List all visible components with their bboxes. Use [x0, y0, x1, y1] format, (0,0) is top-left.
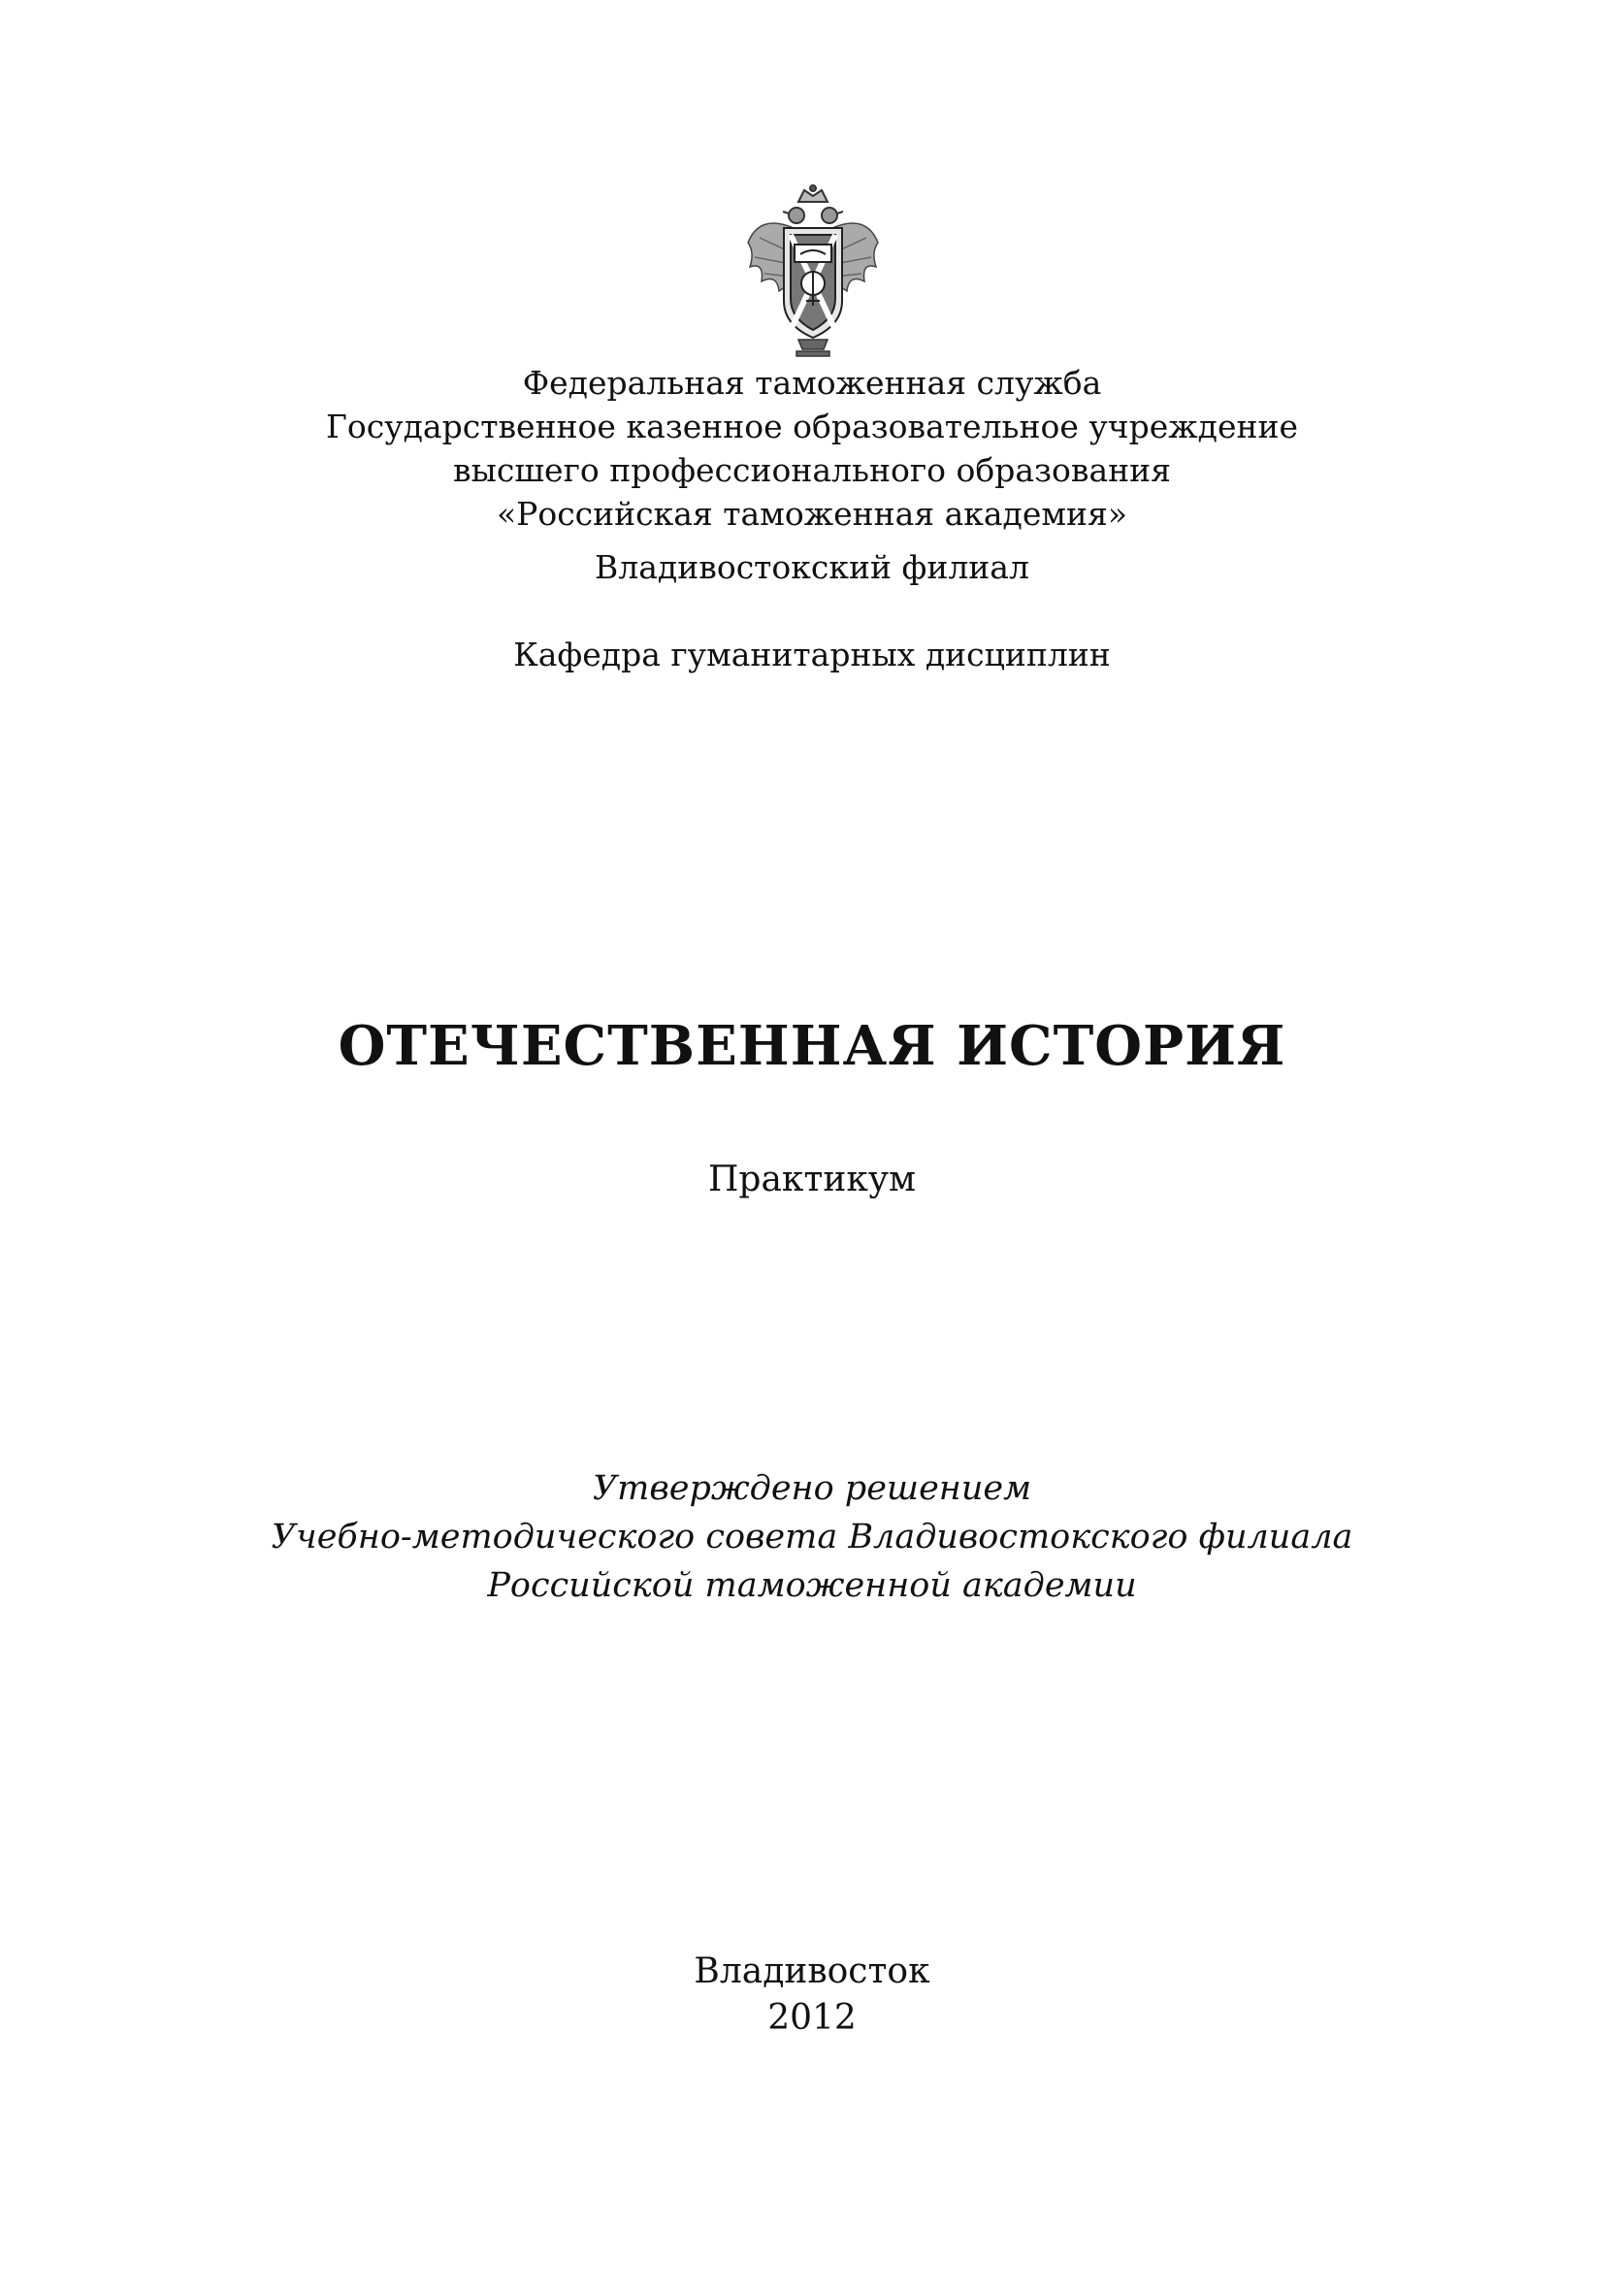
branch-name: Владивостокский филиал [595, 548, 1029, 586]
publication-year: 2012 [767, 1998, 857, 2038]
org-line-4: «Российская таможенная академия» [496, 495, 1128, 533]
org-line-1: Федеральная таможенная служба [522, 364, 1102, 402]
org-line-3: высшего профессионального образования [453, 451, 1171, 489]
approval-line-1: Утверждено решением [592, 1469, 1032, 1508]
document-title: ОТЕЧЕСТВЕННАЯ ИСТОРИЯ [338, 1014, 1286, 1078]
customs-academy-emblem-icon [740, 184, 886, 359]
document-subtitle: Практикум [708, 1160, 916, 1199]
org-line-2: Государственное казенное образовательное учреждение [325, 408, 1299, 445]
approval-line-3: Российской таможенной академии [487, 1566, 1137, 1605]
approval-line-2: Учебно-методического совета Владивостокского филиала [271, 1518, 1353, 1556]
department-name: Кафедра гуманитарных дисциплин [513, 636, 1111, 673]
publication-city: Владивосток [694, 1951, 930, 1991]
